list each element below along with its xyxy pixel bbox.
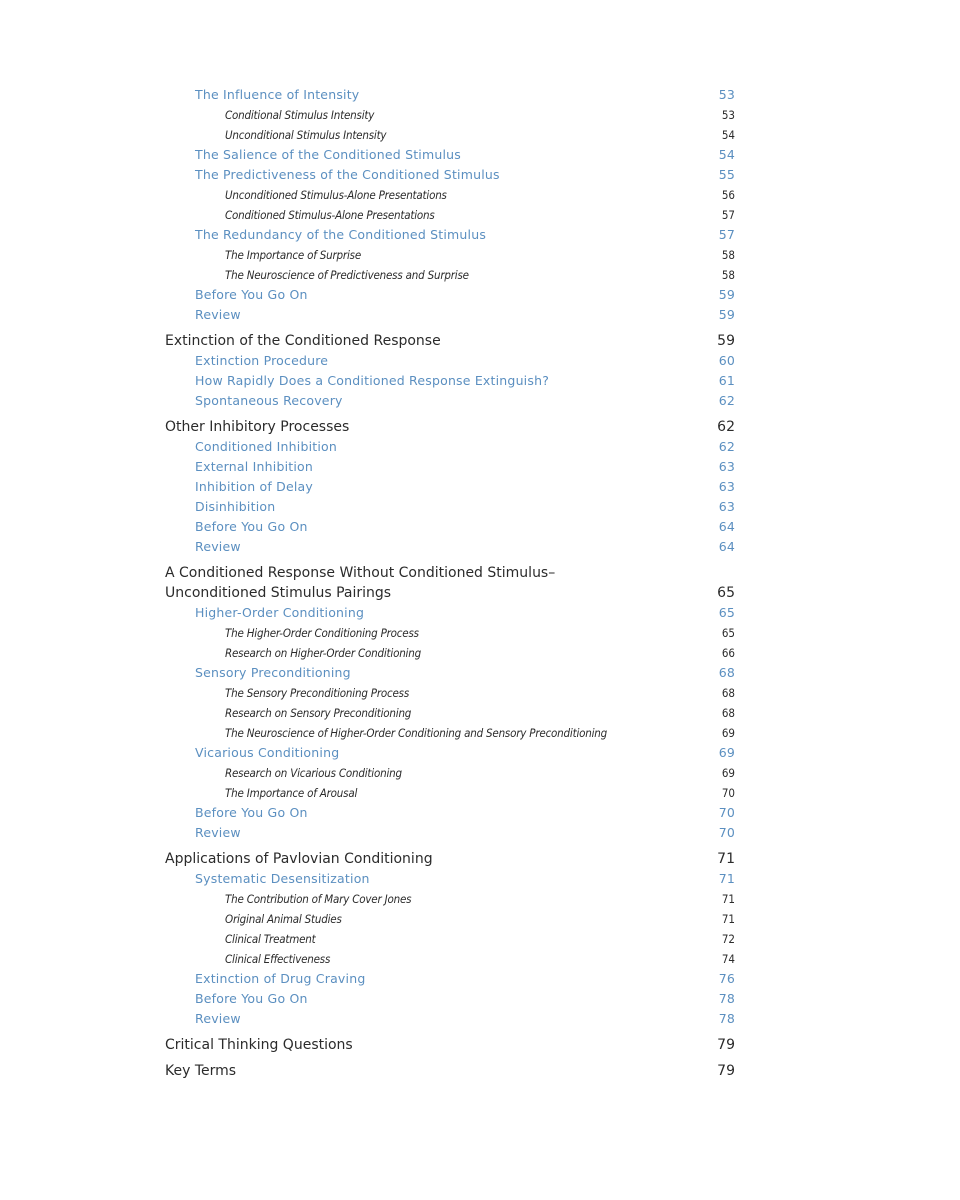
toc-page-number: 58 <box>721 268 735 282</box>
toc-page-number: 65 <box>721 626 735 640</box>
toc-entry-title: How Rapidly Does a Conditioned Response Extinguish? <box>195 373 550 388</box>
toc-topic-entry <box>165 185 735 205</box>
toc-subsection-link[interactable] <box>165 989 735 1009</box>
toc-entry-title: Spontaneous Recovery <box>195 393 343 408</box>
toc-subsection-link[interactable] <box>165 477 735 497</box>
toc-entry-title: Conditional Stimulus Intensity <box>225 108 375 122</box>
toc-entry-title: The Salience of the Conditioned Stimulus <box>195 147 461 162</box>
toc-page-number: 74 <box>721 952 735 966</box>
toc-page-number: 78 <box>718 1011 735 1026</box>
toc-subsection-link[interactable] <box>165 1009 735 1029</box>
toc-topic-entry <box>165 245 735 265</box>
toc-page-number: 71 <box>718 871 735 886</box>
toc-topic-entry <box>165 265 735 285</box>
toc-subsection-link[interactable] <box>165 85 735 105</box>
toc-entry-title: Extinction of the Conditioned Response <box>165 333 441 349</box>
toc-page-number: 79 <box>717 1063 735 1079</box>
toc-entry-title: Unconditional Stimulus Intensity <box>225 128 387 142</box>
toc-page-number: 66 <box>721 646 735 660</box>
toc-topic-entry <box>165 763 735 783</box>
toc-page-number: 59 <box>718 307 735 322</box>
toc-subsection-link[interactable] <box>165 225 735 245</box>
toc-entry-title: The Higher-Order Conditioning Process <box>225 626 419 640</box>
toc-entry-title: The Influence of Intensity <box>195 87 360 102</box>
toc-entry-title: Clinical Treatment <box>225 932 316 946</box>
toc-page-number: 58 <box>721 248 735 262</box>
toc-topic-entry <box>165 949 735 969</box>
toc-entry-title: A Conditioned Response Without Conditioned Stimulus–Unconditioned Stimulus Pairings <box>165 565 556 601</box>
toc-entry-title: The Redundancy of the Conditioned Stimulus <box>195 227 487 242</box>
toc-page-number: 63 <box>718 499 735 514</box>
toc-page-number: 76 <box>718 971 735 986</box>
toc-topic-entry <box>165 205 735 225</box>
table-of-contents <box>165 85 735 1081</box>
toc-entry-title: Unconditioned Stimulus-Alone Presentations <box>225 188 447 202</box>
toc-entry-title: Review <box>195 307 241 322</box>
toc-section-entry <box>165 1035 735 1055</box>
toc-entry-title: Conditioned Stimulus-Alone Presentations <box>225 208 435 222</box>
toc-subsection-link[interactable] <box>165 437 735 457</box>
toc-subsection-link[interactable] <box>165 743 735 763</box>
toc-entry-title: Clinical Effectiveness <box>225 952 331 966</box>
toc-page-number: 68 <box>721 686 735 700</box>
toc-page-number: 54 <box>718 147 735 162</box>
toc-entry-title: The Predictiveness of the Conditioned Stimulus <box>195 167 500 182</box>
toc-entry-title: Higher-Order Conditioning <box>195 605 365 620</box>
toc-entry-title: Review <box>195 539 241 554</box>
toc-topic-entry <box>165 909 735 929</box>
toc-section-entry <box>165 417 735 437</box>
toc-subsection-link[interactable] <box>165 537 735 557</box>
toc-entry-title: Review <box>195 825 241 840</box>
toc-entry-title: Key Terms <box>165 1063 237 1079</box>
toc-topic-entry <box>165 683 735 703</box>
toc-entry-title: Before You Go On <box>195 805 308 820</box>
toc-page-number: 70 <box>718 825 735 840</box>
toc-entry-title: The Sensory Preconditioning Process <box>225 686 410 700</box>
toc-page-number: 78 <box>718 991 735 1006</box>
toc-entry-title: Critical Thinking Questions <box>165 1037 353 1053</box>
toc-topic-entry <box>165 889 735 909</box>
toc-entry-title: Research on Higher-Order Conditioning <box>225 646 421 660</box>
toc-entry-title: Review <box>195 1011 241 1026</box>
toc-entry-title: The Contribution of Mary Cover Jones <box>225 892 412 906</box>
toc-subsection-link[interactable] <box>165 869 735 889</box>
toc-page-number: 71 <box>717 851 735 867</box>
toc-subsection-link[interactable] <box>165 145 735 165</box>
toc-page-number: 55 <box>718 167 735 182</box>
toc-subsection-link[interactable] <box>165 663 735 683</box>
toc-subsection-link[interactable] <box>165 823 735 843</box>
toc-entry-title: Vicarious Conditioning <box>195 745 340 760</box>
toc-page-number: 71 <box>721 912 735 926</box>
toc-page-number: 65 <box>717 585 735 601</box>
toc-entry-title: Before You Go On <box>195 287 308 302</box>
toc-entry-title: Inhibition of Delay <box>195 479 313 494</box>
toc-page-number: 59 <box>718 287 735 302</box>
toc-page-number: 68 <box>721 706 735 720</box>
toc-subsection-link[interactable] <box>165 603 735 623</box>
toc-page-number: 71 <box>721 892 735 906</box>
toc-page-number: 63 <box>718 459 735 474</box>
toc-topic-entry <box>165 125 735 145</box>
toc-entry-title: Systematic Desensitization <box>195 871 370 886</box>
toc-topic-entry <box>165 783 735 803</box>
toc-topic-entry <box>165 643 735 663</box>
toc-subsection-link[interactable] <box>165 391 735 411</box>
toc-entry-title: The Neuroscience of Predictiveness and Surprise <box>225 268 469 282</box>
toc-page-number: 69 <box>721 726 735 740</box>
toc-subsection-link[interactable] <box>165 371 735 391</box>
toc-page-number: 70 <box>718 805 735 820</box>
toc-entry-title: Research on Vicarious Conditioning <box>225 766 402 780</box>
toc-entry-title: External Inhibition <box>195 459 313 474</box>
toc-subsection-link[interactable] <box>165 285 735 305</box>
toc-entry-title: Conditioned Inhibition <box>195 439 338 454</box>
toc-page-number: 57 <box>721 208 735 222</box>
toc-subsection-link[interactable] <box>165 517 735 537</box>
toc-topic-entry <box>165 929 735 949</box>
toc-section-entry <box>165 331 735 351</box>
toc-subsection-link[interactable] <box>165 969 735 989</box>
toc-entry-title: The Importance of Arousal <box>225 786 358 800</box>
toc-page-number: 62 <box>718 393 735 408</box>
toc-entry-title: Applications of Pavlovian Conditioning <box>165 851 433 867</box>
toc-page-number: 60 <box>718 353 735 368</box>
toc-entry-title: The Neuroscience of Higher-Order Conditioning and Sensory Preconditioning <box>225 726 608 740</box>
toc-subsection-link[interactable] <box>165 165 735 185</box>
toc-entry-title: The Importance of Surprise <box>225 248 361 262</box>
toc-page-number: 65 <box>718 605 735 620</box>
toc-subsection-link[interactable] <box>165 803 735 823</box>
toc-entry-title: Sensory Preconditioning <box>195 665 351 680</box>
toc-section-entry <box>165 563 735 603</box>
toc-entry-title: Before You Go On <box>195 991 308 1006</box>
toc-page-number: 68 <box>718 665 735 680</box>
toc-entry-title: Research on Sensory Preconditioning <box>225 706 412 720</box>
toc-page-number: 53 <box>721 108 735 122</box>
toc-page-number: 62 <box>717 419 735 435</box>
toc-entry-title: Extinction Procedure <box>195 353 329 368</box>
toc-page-number: 72 <box>721 932 735 946</box>
toc-entry-title: Extinction of Drug Craving <box>195 971 366 986</box>
toc-page-number: 61 <box>718 373 735 388</box>
toc-subsection-link[interactable] <box>165 497 735 517</box>
toc-entry-title: Other Inhibitory Processes <box>165 419 350 435</box>
toc-page-number: 70 <box>721 786 735 800</box>
toc-page-number: 79 <box>717 1037 735 1053</box>
toc-page-number: 57 <box>718 227 735 242</box>
toc-topic-entry <box>165 105 735 125</box>
toc-page-number: 53 <box>718 87 735 102</box>
toc-page-number: 56 <box>721 188 735 202</box>
toc-page-number: 62 <box>718 439 735 454</box>
toc-subsection-link[interactable] <box>165 305 735 325</box>
toc-page-number: 64 <box>718 519 735 534</box>
toc-page-number: 63 <box>718 479 735 494</box>
toc-entry-title: Original Animal Studies <box>225 912 342 926</box>
toc-subsection-link[interactable] <box>165 351 735 371</box>
toc-entry-title: Before You Go On <box>195 519 308 534</box>
toc-topic-entry <box>165 723 735 743</box>
toc-topic-entry <box>165 703 735 723</box>
toc-page-number: 69 <box>721 766 735 780</box>
toc-page-number: 54 <box>721 128 735 142</box>
toc-page-number: 69 <box>718 745 735 760</box>
toc-topic-entry <box>165 623 735 643</box>
toc-section-entry <box>165 1061 735 1081</box>
toc-page-number: 64 <box>718 539 735 554</box>
toc-subsection-link[interactable] <box>165 457 735 477</box>
toc-page-number: 59 <box>717 333 735 349</box>
toc-section-entry <box>165 849 735 869</box>
toc-entry-title: Disinhibition <box>195 499 276 514</box>
